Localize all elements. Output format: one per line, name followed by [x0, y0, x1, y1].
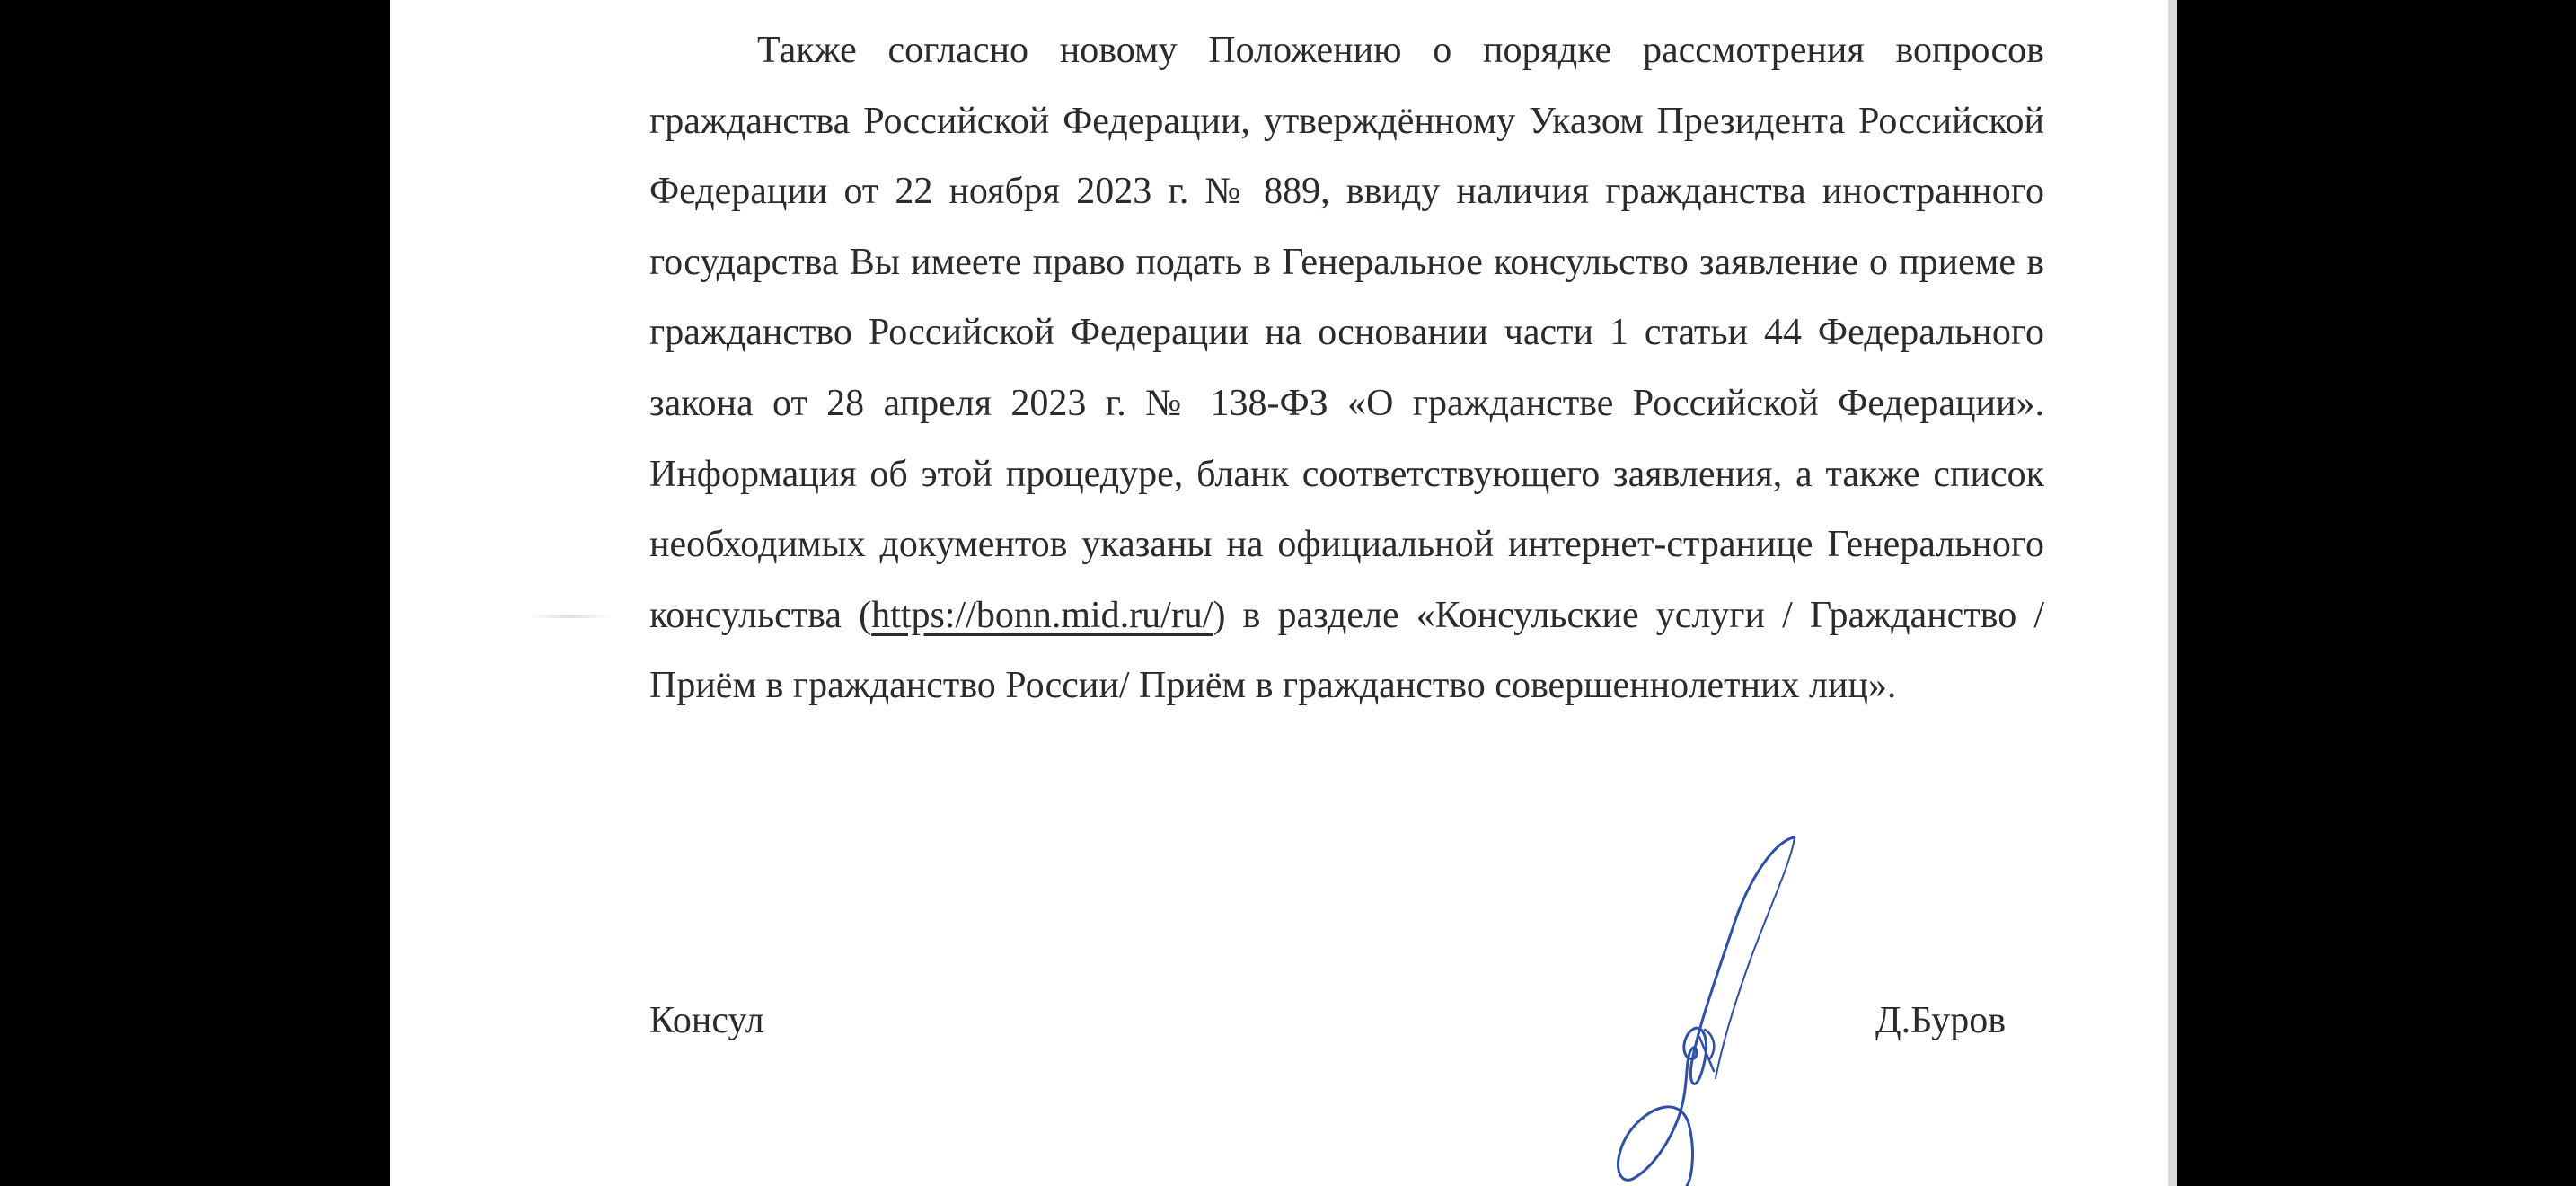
handwritten-signature-icon — [1599, 827, 1814, 1186]
letter-paragraph — [649, 15, 2044, 721]
signatory-name: Д.Буров — [1875, 1000, 2007, 1041]
paragraph-text-before-link: Также согласно новому Положению о порядке рассмотрения вопросов гражданства Российской Федерации, утверждённому Указом Президента Российской Федерации от 22 ноября 2023 г. № 889, ввиду наличия гражданства иностранного государства Вы имеете право подать в Генеральное консульство заявление о приеме в гражданство Российской Федерации на основании части 1 статьи 44 Федерального закона от 28 апреля 2023 г. № 138-ФЗ «О гражданстве Российской Федерации». Информация об этой процедуре, бланк соответствующего заявления, а также список необходимых документов указаны на официальной интернет-странице Генерального консульства ( — [649, 30, 2044, 636]
scan-smudge — [530, 615, 611, 618]
paragraph-text-after-link: ) в разделе «Консульские услуги / Гражданство / Приём в гражданство России/ Приём в гражданство совершеннолетних лиц». — [649, 594, 2044, 707]
signatory-title: Консул — [649, 1000, 764, 1041]
consulate-website-link[interactable]: https://bonn.mid.ru/ru/ — [871, 594, 1213, 636]
page-edge — [2168, 0, 2177, 1186]
